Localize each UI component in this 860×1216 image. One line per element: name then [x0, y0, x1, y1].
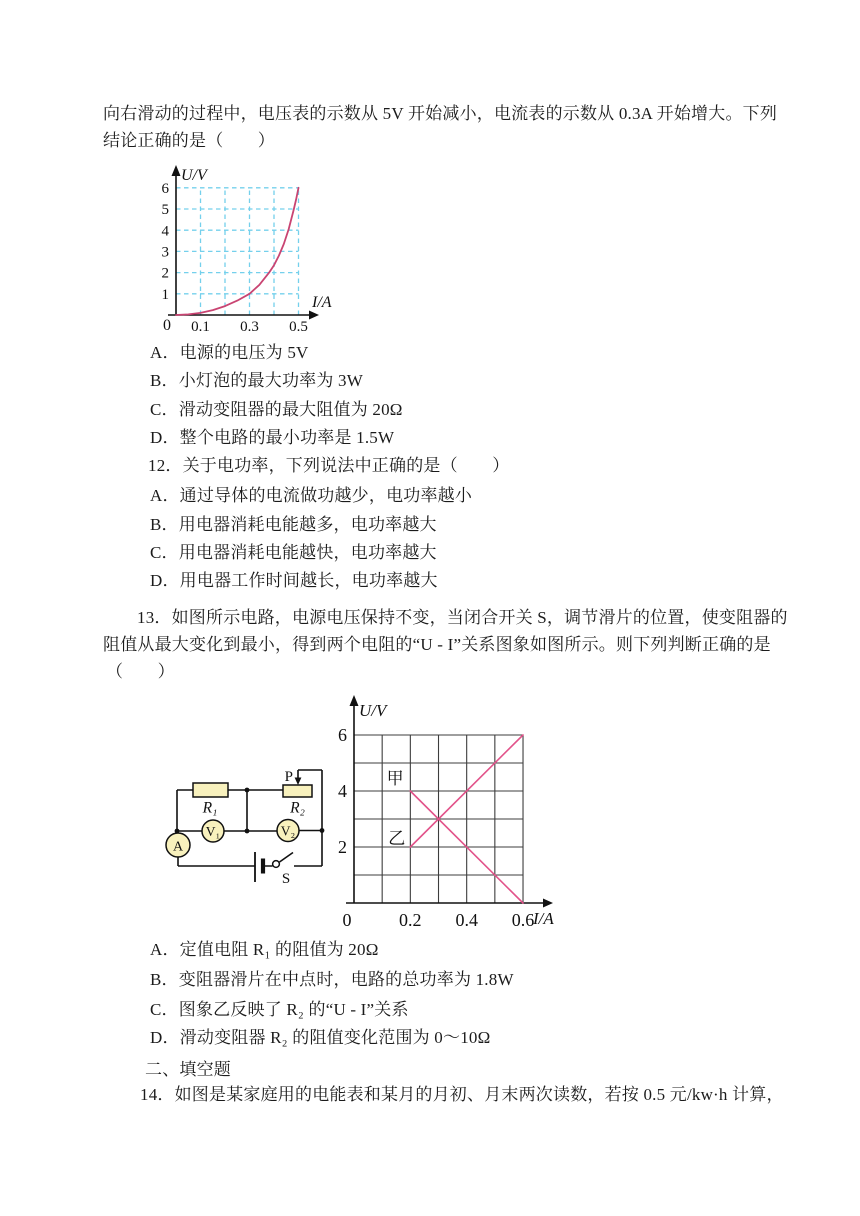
q13-stem-line3: （ ）: [106, 662, 175, 681]
label-slider: P: [284, 769, 293, 785]
y-tick-label: 6: [161, 180, 169, 197]
label-r2: R₂: [290, 799, 305, 817]
jia-yi-ui-chart: [328, 688, 583, 943]
q11-option-a: A．电源的电压为 5V: [150, 343, 309, 362]
label-v1: V₁: [205, 824, 221, 839]
x-tick-label: 0.2: [399, 910, 422, 930]
y-axis-label: U/V: [181, 167, 207, 184]
q13-option-b: B．变阻器滑片在中点时，电路的总功率为 1.8W: [150, 970, 514, 989]
resistor-r1: [193, 783, 228, 797]
q12-stem: 12．关于电功率，下列说法中正确的是（ ）: [148, 456, 510, 475]
q11-text-line2: 结论正确的是（ ）: [103, 131, 275, 150]
series-label-甲: 甲: [386, 769, 404, 788]
x-tick-label: 0.3: [240, 319, 259, 335]
circuit-diagram: [150, 742, 345, 917]
y-tick-label: 6: [338, 725, 347, 746]
y-tick-label: 5: [161, 202, 169, 219]
y-tick-label: 1: [161, 286, 169, 303]
q13-option-d: D．滑动变阻器 R₂ 的阻值变化范围为 0～10Ω: [150, 1028, 491, 1047]
q13-option-c: C．图象乙反映了 R₂ 的“U - I”关系: [150, 1000, 409, 1019]
x-tick-label: 0.4: [455, 910, 478, 930]
y-axis-label: U/V: [359, 701, 387, 720]
label-ammeter: A: [172, 839, 184, 855]
q12-option-c: C．用电器消耗电能越快，电功率越大: [150, 543, 437, 562]
label-r1: R₁: [202, 799, 218, 817]
section-2-heading: 二、填空题: [145, 1060, 231, 1079]
x-axis-label: I/A: [312, 294, 332, 311]
y-tick-label: 4: [338, 781, 347, 802]
q12-option-b: B．用电器消耗电能越多，电功率越大: [150, 515, 437, 534]
series-label-乙: 乙: [388, 829, 406, 849]
switch-lever: [280, 853, 294, 863]
y-tick-label: 3: [161, 244, 169, 261]
q11-option-c: C．滑动变阻器的最大阻值为 20Ω: [150, 400, 403, 419]
q13-stem-line1: 13．如图所示电路，电源电压保持不变，当闭合开关 S，调节滑片的位置，使变阻器的: [137, 608, 788, 627]
slider-arrow-icon: [295, 778, 302, 786]
q13-option-a: A．定值电阻 R₁ 的阻值为 20Ω: [150, 940, 379, 959]
y-tick-label: 2: [338, 837, 347, 858]
q11-option-d: D．整个电路的最小功率是 1.5W: [150, 428, 395, 447]
q11-text-line1: 向右滑动的过程中，电压表的示数从 5V 开始减小，电流表的示数从 0.3A 开始增大。下列: [103, 104, 778, 123]
origin-tick-label: 0: [163, 317, 171, 334]
y-axis-arrow-icon: [172, 165, 181, 176]
label-v2: V₂: [280, 823, 296, 839]
q14-text-line1: 14．如图是某家庭用的电能表和某月的月初、月末两次读数，若按 0.5 元/kw·h 计算，: [140, 1085, 784, 1104]
label-switch: S: [281, 871, 291, 887]
q12-option-a: A．通过导体的电流做功越少，电功率越小: [150, 486, 473, 505]
x-axis-label: I/A: [533, 909, 554, 928]
x-tick-label: 0.5: [289, 319, 308, 335]
x-tick-label: 0.6: [511, 910, 535, 930]
x-axis-arrow-icon: [309, 311, 319, 320]
y-tick-label: 4: [161, 223, 169, 240]
switch-pivot: [273, 861, 280, 868]
y-axis-arrow-icon: [350, 695, 359, 706]
x-axis-arrow-icon: [543, 899, 553, 908]
y-tick-label: 2: [161, 265, 169, 282]
q12-option-d: D．用电器工作时间越长，电功率越大: [150, 571, 438, 590]
x-tick-label: 0.1: [191, 319, 210, 335]
lamp-ui-chart: [150, 163, 350, 345]
x-tick-label: 0: [342, 910, 352, 930]
rheostat-r2: [283, 785, 312, 797]
q13-stem-line2: 阻值从最大变化到最小，得到两个电阻的“U - I”关系图象如图所示。则下列判断正确的是: [103, 635, 771, 654]
q11-option-b: B．小灯泡的最大功率为 3W: [150, 371, 363, 390]
